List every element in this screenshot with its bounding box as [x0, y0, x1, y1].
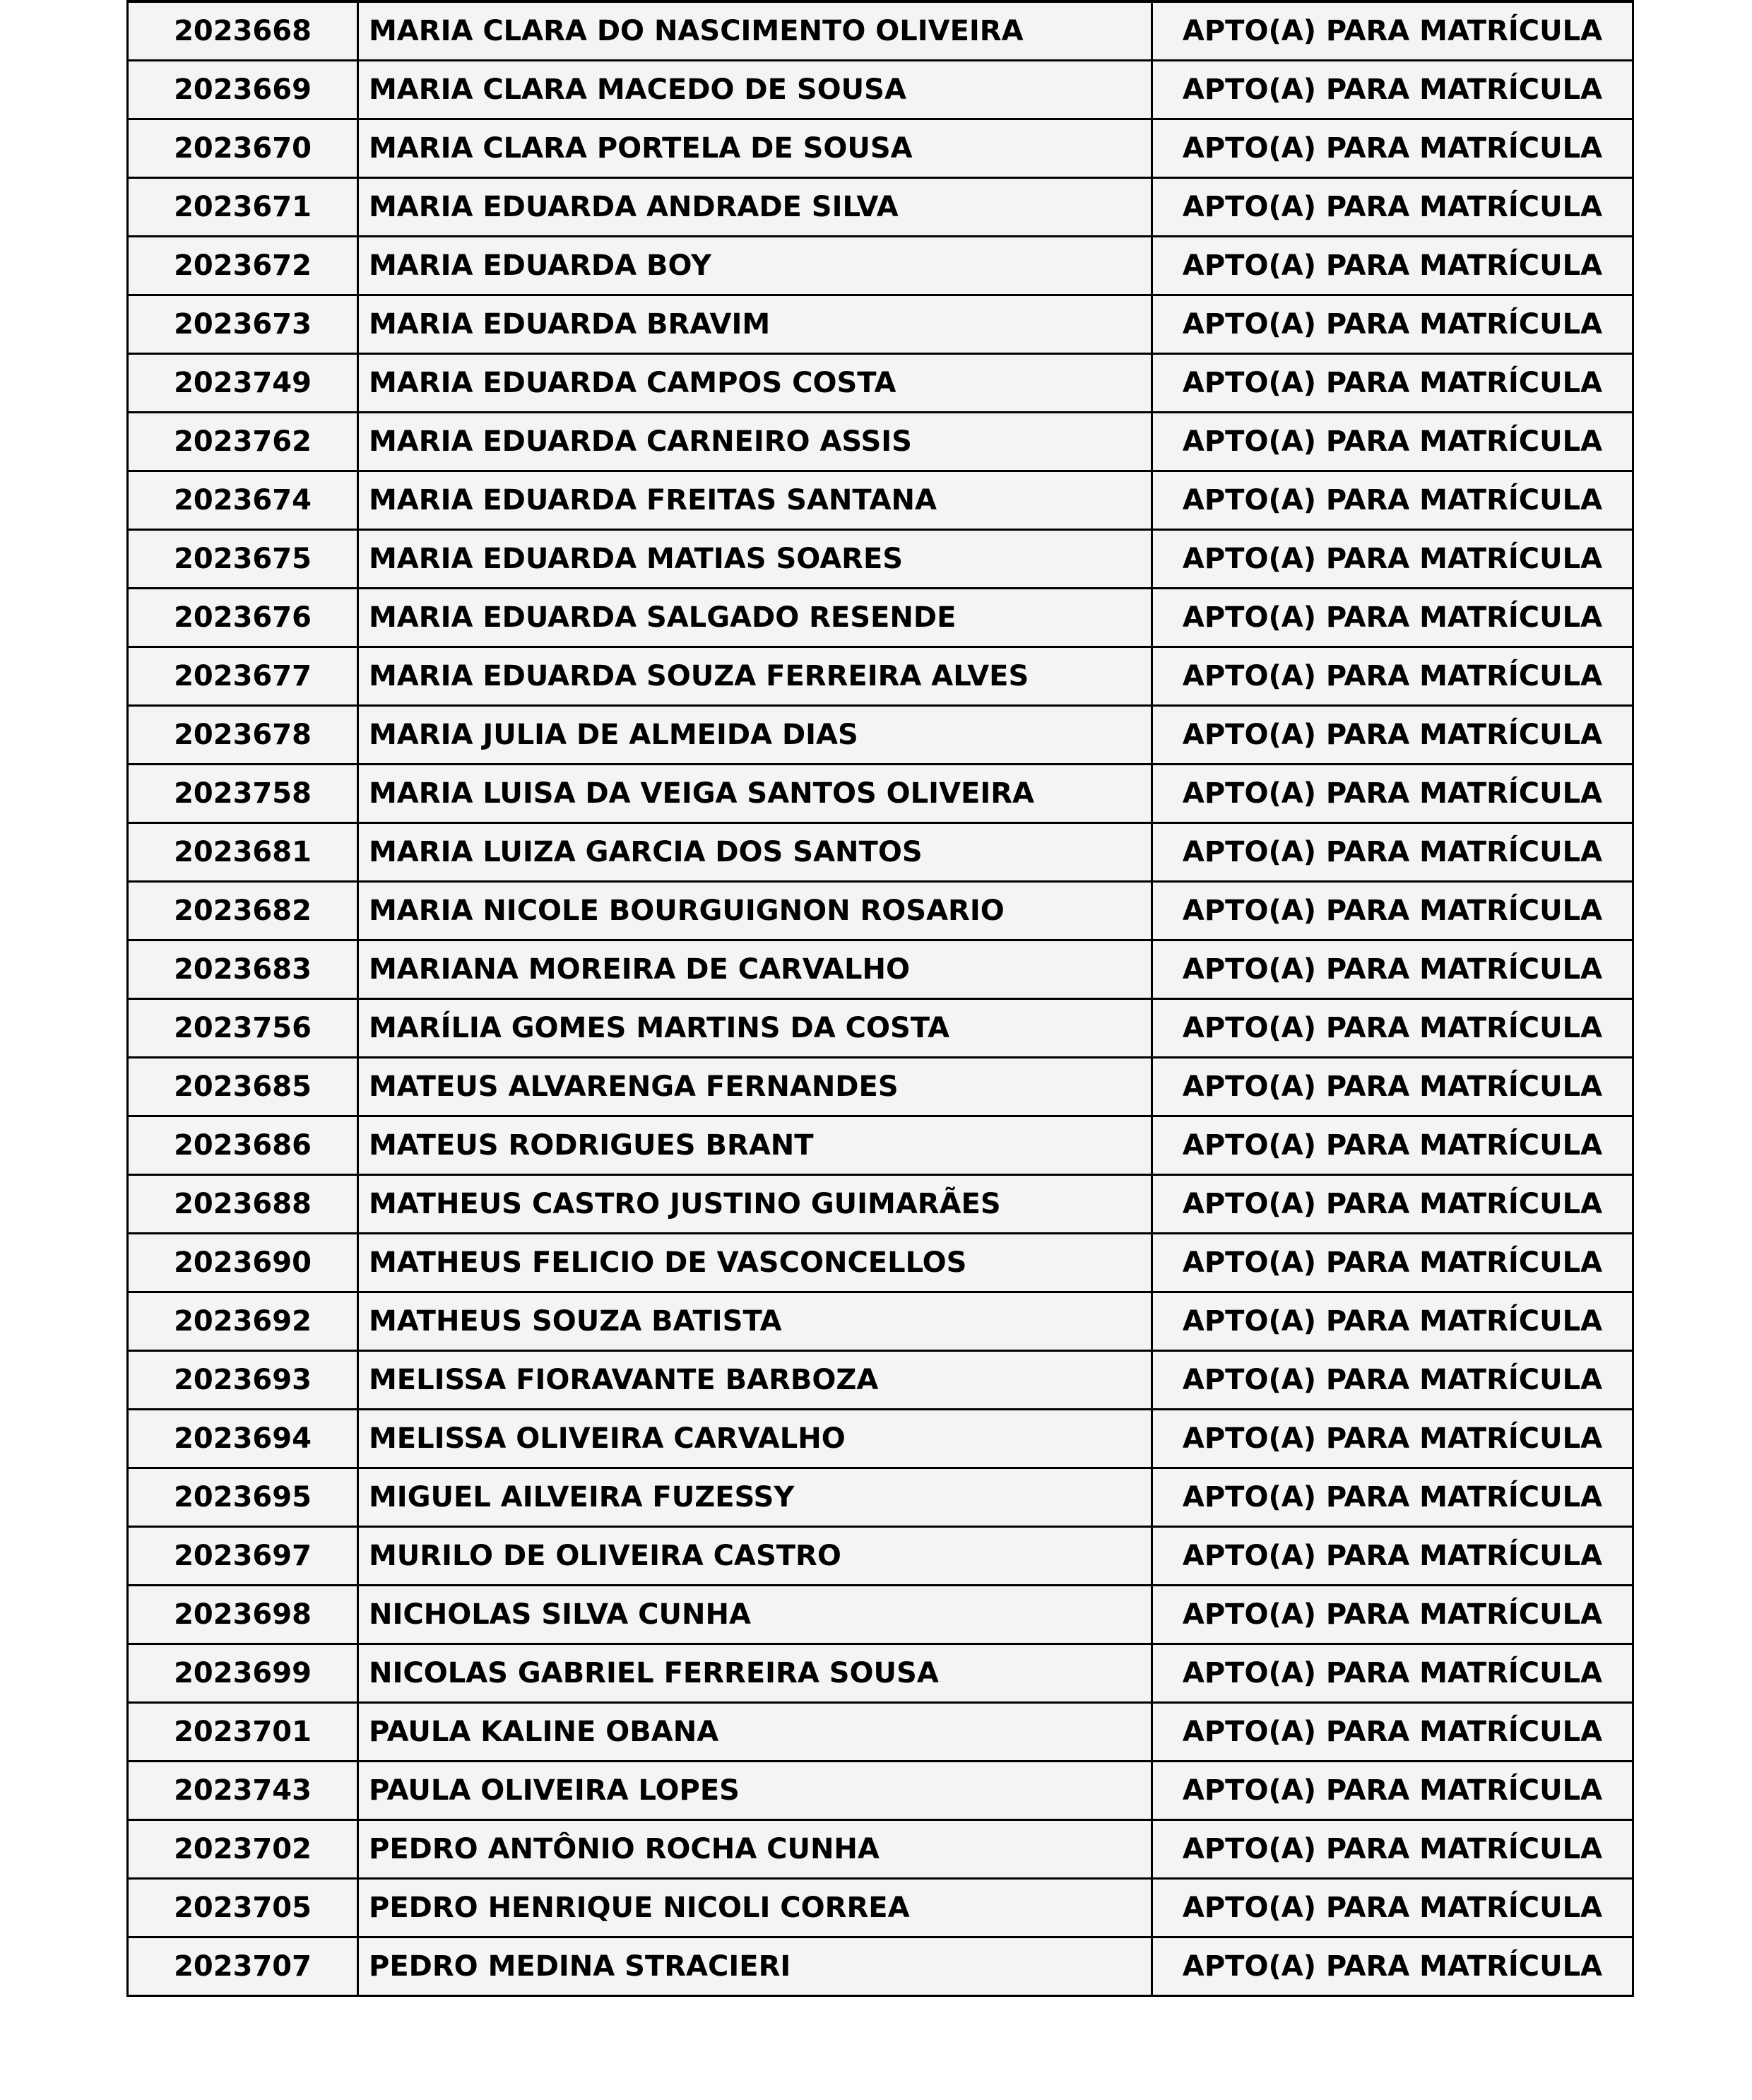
- student-name-cell: MARÍLIA GOMES MARTINS DA COSTA: [358, 998, 1152, 1057]
- student-name-cell: MARIA EDUARDA CAMPOS COSTA: [358, 353, 1152, 412]
- student-name-cell: MARIA JULIA DE ALMEIDA DIAS: [358, 705, 1152, 764]
- registration-number-cell: 2023756: [128, 998, 358, 1057]
- registration-number-cell: 2023758: [128, 764, 358, 822]
- registration-number-cell: 2023749: [128, 353, 358, 412]
- status-cell: APTO(A) PARA MATRÍCULA: [1152, 1585, 1633, 1644]
- status-cell: APTO(A) PARA MATRÍCULA: [1152, 764, 1633, 822]
- status-cell: APTO(A) PARA MATRÍCULA: [1152, 1937, 1633, 1995]
- student-name-cell: MARIA NICOLE BOURGUIGNON ROSARIO: [358, 881, 1152, 940]
- registration-number-cell: 2023671: [128, 177, 358, 236]
- table-row: [128, 529, 1633, 588]
- registration-number-cell: 2023698: [128, 1585, 358, 1644]
- status-cell: APTO(A) PARA MATRÍCULA: [1152, 940, 1633, 998]
- registration-number-cell: 2023695: [128, 1468, 358, 1526]
- student-name-cell: MARIA CLARA DO NASCIMENTO OLIVEIRA: [358, 1, 1152, 60]
- registration-number-cell: 2023699: [128, 1644, 358, 1702]
- registration-number-cell: 2023678: [128, 705, 358, 764]
- table-row: [128, 177, 1633, 236]
- status-cell: APTO(A) PARA MATRÍCULA: [1152, 1233, 1633, 1292]
- status-cell: APTO(A) PARA MATRÍCULA: [1152, 1468, 1633, 1526]
- table-body: [128, 1, 1633, 1995]
- registration-number-cell: 2023672: [128, 236, 358, 295]
- registration-number-cell: 2023705: [128, 1878, 358, 1937]
- registration-number-cell: 2023701: [128, 1702, 358, 1761]
- status-cell: APTO(A) PARA MATRÍCULA: [1152, 998, 1633, 1057]
- table-row: [128, 764, 1633, 822]
- table-row: [128, 588, 1633, 647]
- student-name-cell: MATHEUS CASTRO JUSTINO GUIMARÃES: [358, 1174, 1152, 1233]
- table-row: [128, 1819, 1633, 1878]
- student-name-cell: MARIA CLARA MACEDO DE SOUSA: [358, 60, 1152, 119]
- student-name-cell: MARIA CLARA PORTELA DE SOUSA: [358, 119, 1152, 177]
- table-row: [128, 1526, 1633, 1585]
- table-row: [128, 940, 1633, 998]
- table-row: [128, 1878, 1633, 1937]
- student-name-cell: PAULA OLIVEIRA LOPES: [358, 1761, 1152, 1819]
- student-name-cell: MIGUEL AILVEIRA FUZESSY: [358, 1468, 1152, 1526]
- status-cell: APTO(A) PARA MATRÍCULA: [1152, 60, 1633, 119]
- student-name-cell: MARIA EDUARDA SALGADO RESENDE: [358, 588, 1152, 647]
- registration-number-cell: 2023675: [128, 529, 358, 588]
- student-name-cell: MARIA EDUARDA BRAVIM: [358, 295, 1152, 353]
- status-cell: APTO(A) PARA MATRÍCULA: [1152, 236, 1633, 295]
- registration-number-cell: 2023693: [128, 1350, 358, 1409]
- registration-number-cell: 2023681: [128, 822, 358, 881]
- status-cell: APTO(A) PARA MATRÍCULA: [1152, 1761, 1633, 1819]
- status-cell: APTO(A) PARA MATRÍCULA: [1152, 119, 1633, 177]
- table-row: [128, 1761, 1633, 1819]
- status-cell: APTO(A) PARA MATRÍCULA: [1152, 412, 1633, 471]
- table-row: [128, 1585, 1633, 1644]
- registration-number-cell: 2023669: [128, 60, 358, 119]
- registration-number-cell: 2023688: [128, 1174, 358, 1233]
- table-row: [128, 1292, 1633, 1350]
- student-name-cell: NICOLAS GABRIEL FERREIRA SOUSA: [358, 1644, 1152, 1702]
- table-row: [128, 881, 1633, 940]
- enrollment-results-table: [126, 0, 1634, 1997]
- status-cell: APTO(A) PARA MATRÍCULA: [1152, 295, 1633, 353]
- student-name-cell: PAULA KALINE OBANA: [358, 1702, 1152, 1761]
- student-name-cell: PEDRO MEDINA STRACIERI: [358, 1937, 1152, 1995]
- registration-number-cell: 2023694: [128, 1409, 358, 1468]
- registration-number-cell: 2023676: [128, 588, 358, 647]
- student-name-cell: MARIA EDUARDA MATIAS SOARES: [358, 529, 1152, 588]
- status-cell: APTO(A) PARA MATRÍCULA: [1152, 1409, 1633, 1468]
- student-name-cell: MELISSA OLIVEIRA CARVALHO: [358, 1409, 1152, 1468]
- student-name-cell: MATEUS ALVARENGA FERNANDES: [358, 1057, 1152, 1116]
- student-name-cell: MATHEUS FELICIO DE VASCONCELLOS: [358, 1233, 1152, 1292]
- table-row: [128, 1937, 1633, 1995]
- status-cell: APTO(A) PARA MATRÍCULA: [1152, 1057, 1633, 1116]
- status-cell: APTO(A) PARA MATRÍCULA: [1152, 177, 1633, 236]
- student-name-cell: MARIA LUISA DA VEIGA SANTOS OLIVEIRA: [358, 764, 1152, 822]
- registration-number-cell: 2023674: [128, 471, 358, 529]
- registration-number-cell: 2023668: [128, 1, 358, 60]
- registration-number-cell: 2023692: [128, 1292, 358, 1350]
- status-cell: APTO(A) PARA MATRÍCULA: [1152, 529, 1633, 588]
- table-row: [128, 1644, 1633, 1702]
- table-row: [128, 1350, 1633, 1409]
- table-row: [128, 295, 1633, 353]
- student-name-cell: MARIA EDUARDA CARNEIRO ASSIS: [358, 412, 1152, 471]
- table-row: [128, 60, 1633, 119]
- status-cell: APTO(A) PARA MATRÍCULA: [1152, 1644, 1633, 1702]
- student-name-cell: PEDRO HENRIQUE NICOLI CORREA: [358, 1878, 1152, 1937]
- table-row: [128, 647, 1633, 705]
- registration-number-cell: 2023670: [128, 119, 358, 177]
- table-row: [128, 1468, 1633, 1526]
- student-name-cell: MARIA EDUARDA SOUZA FERREIRA ALVES: [358, 647, 1152, 705]
- status-cell: APTO(A) PARA MATRÍCULA: [1152, 1, 1633, 60]
- registration-number-cell: 2023682: [128, 881, 358, 940]
- status-cell: APTO(A) PARA MATRÍCULA: [1152, 353, 1633, 412]
- registration-number-cell: 2023690: [128, 1233, 358, 1292]
- table-row: [128, 705, 1633, 764]
- student-name-cell: MATEUS RODRIGUES BRANT: [358, 1116, 1152, 1174]
- status-cell: APTO(A) PARA MATRÍCULA: [1152, 647, 1633, 705]
- registration-number-cell: 2023762: [128, 412, 358, 471]
- status-cell: APTO(A) PARA MATRÍCULA: [1152, 1116, 1633, 1174]
- registration-number-cell: 2023697: [128, 1526, 358, 1585]
- student-name-cell: MARIA EDUARDA FREITAS SANTANA: [358, 471, 1152, 529]
- student-name-cell: MARIA EDUARDA BOY: [358, 236, 1152, 295]
- status-cell: APTO(A) PARA MATRÍCULA: [1152, 822, 1633, 881]
- table-row: [128, 822, 1633, 881]
- registration-number-cell: 2023685: [128, 1057, 358, 1116]
- registration-number-cell: 2023743: [128, 1761, 358, 1819]
- table-row: [128, 1233, 1633, 1292]
- status-cell: APTO(A) PARA MATRÍCULA: [1152, 588, 1633, 647]
- status-cell: APTO(A) PARA MATRÍCULA: [1152, 1526, 1633, 1585]
- status-cell: APTO(A) PARA MATRÍCULA: [1152, 881, 1633, 940]
- student-name-cell: PEDRO ANTÔNIO ROCHA CUNHA: [358, 1819, 1152, 1878]
- table-row: [128, 998, 1633, 1057]
- status-cell: APTO(A) PARA MATRÍCULA: [1152, 1350, 1633, 1409]
- table-row: [128, 236, 1633, 295]
- student-name-cell: MARIANA MOREIRA DE CARVALHO: [358, 940, 1152, 998]
- table-row: [128, 1057, 1633, 1116]
- table-row: [128, 119, 1633, 177]
- student-name-cell: MARIA EDUARDA ANDRADE SILVA: [358, 177, 1152, 236]
- student-name-cell: NICHOLAS SILVA CUNHA: [358, 1585, 1152, 1644]
- student-name-cell: MATHEUS SOUZA BATISTA: [358, 1292, 1152, 1350]
- registration-number-cell: 2023707: [128, 1937, 358, 1995]
- table-row: [128, 1, 1633, 60]
- registration-number-cell: 2023702: [128, 1819, 358, 1878]
- table-row: [128, 471, 1633, 529]
- status-cell: APTO(A) PARA MATRÍCULA: [1152, 705, 1633, 764]
- table-row: [128, 412, 1633, 471]
- status-cell: APTO(A) PARA MATRÍCULA: [1152, 1174, 1633, 1233]
- status-cell: APTO(A) PARA MATRÍCULA: [1152, 1878, 1633, 1937]
- registration-number-cell: 2023673: [128, 295, 358, 353]
- registration-number-cell: 2023683: [128, 940, 358, 998]
- student-name-cell: MARIA LUIZA GARCIA DOS SANTOS: [358, 822, 1152, 881]
- table-row: [128, 353, 1633, 412]
- registration-number-cell: 2023677: [128, 647, 358, 705]
- status-cell: APTO(A) PARA MATRÍCULA: [1152, 1819, 1633, 1878]
- status-cell: APTO(A) PARA MATRÍCULA: [1152, 471, 1633, 529]
- table-row: [128, 1409, 1633, 1468]
- table-row: [128, 1702, 1633, 1761]
- student-name-cell: MELISSA FIORAVANTE BARBOZA: [358, 1350, 1152, 1409]
- table-row: [128, 1174, 1633, 1233]
- status-cell: APTO(A) PARA MATRÍCULA: [1152, 1292, 1633, 1350]
- student-name-cell: MURILO DE OLIVEIRA CASTRO: [358, 1526, 1152, 1585]
- table-row: [128, 1116, 1633, 1174]
- status-cell: APTO(A) PARA MATRÍCULA: [1152, 1702, 1633, 1761]
- registration-number-cell: 2023686: [128, 1116, 358, 1174]
